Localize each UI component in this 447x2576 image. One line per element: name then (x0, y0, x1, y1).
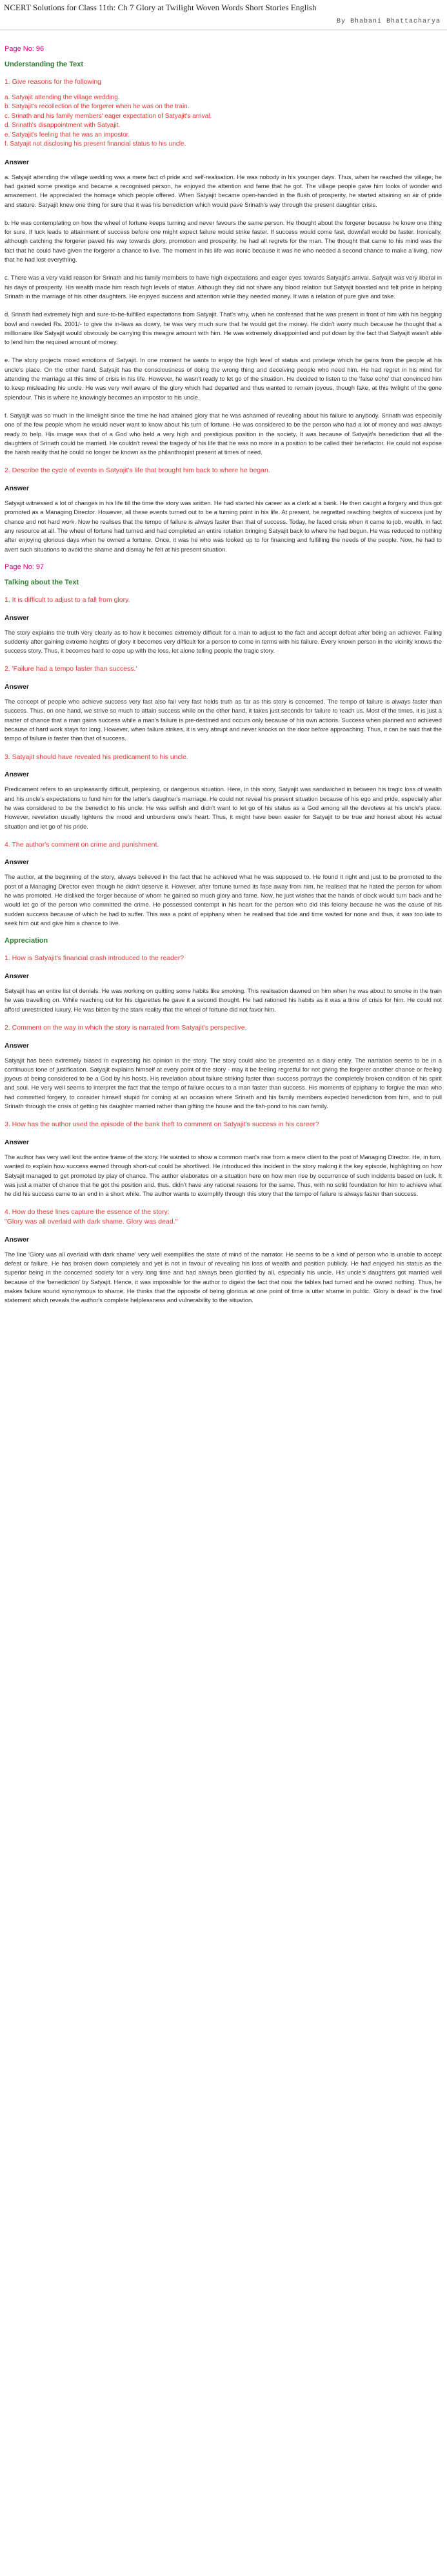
question-1-item-d: d. Srinath's disappointment with Satyajit. (5, 122, 121, 130)
answer-label: Answer (5, 858, 29, 867)
answer-paragraph: Predicament refers to an unpleasantly difficult, perplexing, or dangerous situation. Here, in this story, Satyajit was sandwiched in between his tragic loss of wealth and his uncle's expectations to fund him for the latter's daughter's marriage. He could not reveal his present situation because of his ego and pride, especially after he was considered to be the benedict to his uncle. He was selfish and didn't want to let go of his status as a God among all the devotees at his uncle's place. However, revelation usually lightens the mood and unburdens one's heart. Thus, it might have been easier for Satyajit to be true and honest about his actual situation and let go of his pride. (5, 785, 442, 830)
question-1-item-a: a. Satyajit attending the village wedding. (5, 93, 120, 101)
talking-question-3: 3. Satyajit should have revealed his predicament to his uncle. (5, 753, 188, 761)
answer-label: Answer (5, 1139, 29, 1146)
answer-label: Answer (5, 158, 29, 166)
answer-paragraph: The concept of people who achieve success very fast also fail very fast holds truth as far as this story is concerned. The tempo of failure is always faster than success. Thus, on one hand, we strive so much to attain success while on the other hand, it takes just seconds for failure to reach us. Most of the times, it is just a matter of chance that a man gains success while a man's failure is pre-destined and occurs only because of his own actions. Success when planned and achieved because of hard work stays for long. However, when failure strikes, it is very abrupt and never knocks on the door before approaching. Thus, it can be said that the tempo of failure is faster than that of success. (5, 698, 442, 742)
appreciation-question-2: 2. Comment on the way in which the story is narrated from Satyajit's perspective. (5, 1023, 247, 1032)
answer-paragraph: The line 'Glory was all overlaid with dark shame' very well exemplifies the state of mind of the narrator. He seems to be a kind of person who is unable to accept defeat or failure. He has broken down completely and yet is not in favour of revealing his loss of wealth and position publicly. He had enjoyed his status as the superior being in the concerned society for a very long time and had always been glorified by all, especially his uncle. His uncle's daughters got married well because of the 'benediction' by Satyajit. Hence, it was impossible for the author to digest the fact that now the tables had turned and he owned nothing. Thus, he makes failure sound synonymous to shame. He thinks that the opposite of being glorious at one point of time is utter shame in public. 'Glory is dead' is the final statement which reveals the author's complete helplessness and vulnerability to the situation. (5, 1250, 442, 1304)
question-1-item-b: b. Satyajit's recollection of the forgerer when he was on the train. (5, 103, 190, 111)
question-1-item-c: c. Srinath and his family members' eager expectation of Satyajit's arrival. (5, 112, 212, 120)
answer-label: Answer (5, 1235, 29, 1244)
answer-label: Answer (5, 972, 29, 980)
talking-question-1: 1. It is difficult to adjust to a fall from glory. (5, 595, 130, 604)
appreciation-question-1: 1. How is Satyajit's financial crash introduced to the reader? (5, 954, 184, 963)
question-1: 1. Give reasons for the following (5, 78, 101, 86)
question-2: 2. Describe the cycle of events in Satyajit's life that brought him back to where he began. (5, 466, 270, 475)
answer-label: Answer (5, 771, 29, 779)
appreciation-question-4 (5, 1207, 442, 1226)
answer-label: Answer (5, 1041, 29, 1050)
talking-question-2: 2. 'Failure had a tempo faster than success.' (5, 665, 137, 673)
question-1-item-e: e. Satyajit's feeling that he was an impostor. (5, 131, 130, 139)
answer-paragraph-d: d. Srinath had extremely high and sure-to-be-fulfilled expectations from Satyajit. That's why, when he confessed that he was present in front of him with his begging bowl and needed Rs. 2001/- to give the in-laws as dowry, he was very much sure that he would get the money. He didn't worry much because he thought that a millionaire like Satyajit would obviously be carrying this meagre amount with him. He was extremely disappointed and put down by the fact that Satyajit wasn't able to lend him the required amount of money. (5, 311, 442, 346)
answer-paragraph-f: f. Satyajit was so much in the limelight since the time he had attained glory that he was ashamed of revealing about his failure to anybody. Srinath was especially one of the few people whom he would never want to know about his turn of fortune. He was considered to be the person who had a lot of money and was always ready to help. His image was that of a God who held a very high and prestigious position in the society. It was because of Satyajit's benediction that all the daughters of Srinath could be married. He couldn't reveal the tragedy of his life that he was no more in a position to be called their benefactor. He could not expose the harsh reality that he could no longer be known as the philanthropist present at times of need. (5, 411, 442, 456)
question-1-items (5, 93, 442, 149)
document-title: NCERT Solutions for Class 11th: Ch 7 Glory at Twilight Woven Words Short Stories English (4, 3, 317, 12)
appreciation-question-4-line-1: 4. How do these lines capture the essence of the story: (5, 1208, 170, 1216)
answer-paragraph: Satyajit has an entire list of denials. He was working on quitting some habits like smoking. This realisation dawned on him when he was about to smoke in the train he was travelling on. While reaching out for his cigarettes he gave it a second thought. He had rationed his habits as it was a time of crisis for him. He could not afford unrestricted luxury. He was bitten by the stark reality that the wheel of fortune did not favor him. (5, 986, 442, 1013)
section-appreciation: Appreciation (5, 937, 48, 945)
answer-paragraph-e: e. The story projects mixed emotions of Satyajit. In one moment he wants to enjoy the high level of status and privilege which he gains from the people at his uncle's place. On the other hand, Satyajit has the consciousness of doing the wrong thing and deceiving people who need him. He had regret in his mind for attending the marriage at this time of crisis in his life. However, he wasn't ready to let go of the situation. He decided to listen to the 'false echo' that convinced him to keep misleading his uncle. He was very well aware of the glory which had departed and thus wanted to remain joyous, though fake, at this twilight of the gone splendour. This is where he knowingly becomes an impostor to his uncle. (5, 356, 442, 401)
section-talking: Talking about the Text (5, 578, 79, 586)
byline: By Bhabani Bhattacharya (336, 18, 441, 25)
answer-label: Answer (5, 613, 29, 622)
answer-paragraph: The author has very well knit the entire frame of the story. He wanted to show a common man's rise from a mere client to the post of Managing Director. He, in turn, wanted to explain how success earned through short-cut could be shortlived. He introduced this incident in the story making it the key episode, highlighting on how Satyajit managed to get promoted by play of chance. The author elaborates on a situation here on how men rise by occurrence of such incidents based on luck. It was just a matter of chance that he got the position and, thus, didn't have any rational reasons for the same. Thus, with no solid foundation for him to achieve what he did his success came to an end in a short while. The author wants to exemplify through this story that the tempo of failure is always faster than success. (5, 1153, 442, 1198)
appreciation-question-4-line-2: "Glory was all overlaid with dark shame. Glory was dead." (5, 1218, 178, 1226)
answer-paragraph-b: b. He was contemplating on how the wheel of fortune keeps turning and never favours the same person. He thought about the forgerer because he knew one thing for sure. If luck leads to attainment of success before one might expect failure would strike faster. If success would come fast, downfall would be faster. Ironically, although catching the forgerer paved his way towards glory, promotion and prosperity, he had all regrets for the man. The thought that came to his mind was the fact that he could have given the forgerer a chance to live. The moment in his life was ironic because it was he who needed a second chance to make a living, now that he had lost everything. (5, 218, 442, 264)
section-understanding: Understanding the Text (5, 61, 84, 68)
header (0, 0, 447, 30)
answer-paragraph: Satyajit witnessed a lot of changes in his life till the time the story was written. He had started his career as a clerk at a bank. He then caught a forgery and thus got promoted as a Managing Director. However, all these events turned out to be a turning point in his life. At present, he regretted reaching heights of success just by chance and not hard work. Now he realises that the tempo of failure is always faster than that of success. Today, he faced crisis when it came to job, wealth, in fact any resource at all. The wheel of fortune had turned and had completed an entire rotation bringing Satyajit back to where he had begun. He was reduced to nothing after enjoying glorious days when he owned a fortune. Once, it was he who was looked up to for financing and fulfilling the needs of the people. Now, he had to avert such situations to avoid the shame and dismay he felt at his present situation. (5, 499, 442, 553)
question-1-item-f: f. Satyajit not disclosing his present financial status to his uncle. (5, 140, 186, 148)
page-number-97: Page No: 97 (5, 562, 45, 571)
talking-question-4: 4. The author's comment on crime and punishment. (5, 840, 159, 849)
page-number-96: Page No: 96 (5, 45, 45, 53)
answer-paragraph: The author, at the beginning of the story, always believed in the fact that he achieved what he was supposed to. He found it right and just to be promoted to the post of a Managing Director even though he didn't deserve it. However, after fortune turned its face away from him, he realised that he hated the person for whom he was promoted. He disliked the forger because of whom he gained so much glory and fame. Now, he just wishes that the hands of clock would turn back and he would let go of the person who committed the crime. He possessed contempt in his heart for the person who did this felony because he was the cause of his sudden success because of which he had to suffer. This was a point of epiphany when he realised that tide and time waited for none and thus, it was too late to seek him out and give him a chance to live. (5, 873, 442, 927)
answer-label: Answer (5, 485, 29, 493)
answer-paragraph: Satyajit has been extremely biased in expressing his opinion in the story. The story could also be presented as a diary entry. The narration seems to be in a continuous tone of justification. Satyajit explains himself at every point of the story - may it be feeling regretful for not giving the forgerer another chance or feeling joyous at being considered to be a God by his hosts. His revelation about failure striking faster than success portrays the completely broken condition of his spirit and soul. He very well seems to interpret the fact that the tempo of failure occurs to a man faster than success. His moments of epiphany to forgive the man who had committed forgery, to consider himself stupid for coming at an occasion where Srinath and his family members expected benediction from him, and to pull Srinath through the crisis of getting his daughter married rather than gifting the house and the fish-pond to his own family. (5, 1056, 442, 1110)
answer-paragraph: The story explains the truth very clearly as to how it becomes extremely difficult for a man to adjust to the fact and accept defeat after being an achiever. Falling suddenly after gaining extreme heights of glory it becomes very difficult for a person to come in terms with his failure. Every known person in the vicinity knows the success story. Thus, it becomes hard to cope up with the loss, let alone telling people the tragic story. (5, 628, 442, 655)
appreciation-question-3: 3. How has the author used the episode of the bank theft to comment on Satyajit's success in his career? (5, 1120, 319, 1129)
answer-paragraph-a: a. Satyajit attending the village wedding was a mere fact of pride and self-realisation. He was nobody in his younger days. Thus, when he reached the village, he had gained some prestige and became a recognised person, he enjoyed the attention and fame that he got. The village people gave him looks of wonder and amazement. He appreciated the homage which people offered. When Satyajit became open-handed in the flush of prosperity, he started attaining an air of pride and stature. Satyajit knew one thing for sure that it was his benediction which would pave Srinath's way through the present daughter crisis. (5, 173, 442, 208)
answer-label: Answer (5, 683, 29, 691)
answer-paragraph-c: c. There was a very valid reason for Srinath and his family members to have high expectations and eager eyes towards Satyajit's arrival. Satyajit was very liberal in his days of prosperity. His wealth made him reach high levels of status. Although they did not share any blood relation but Satyajit boasted and felt pride in helping Srinath in the marriage of his other daughters. He enjoyed success and attention while they needed money. It was a relation of pure give and take. (5, 274, 442, 300)
main-content (5, 40, 442, 1314)
